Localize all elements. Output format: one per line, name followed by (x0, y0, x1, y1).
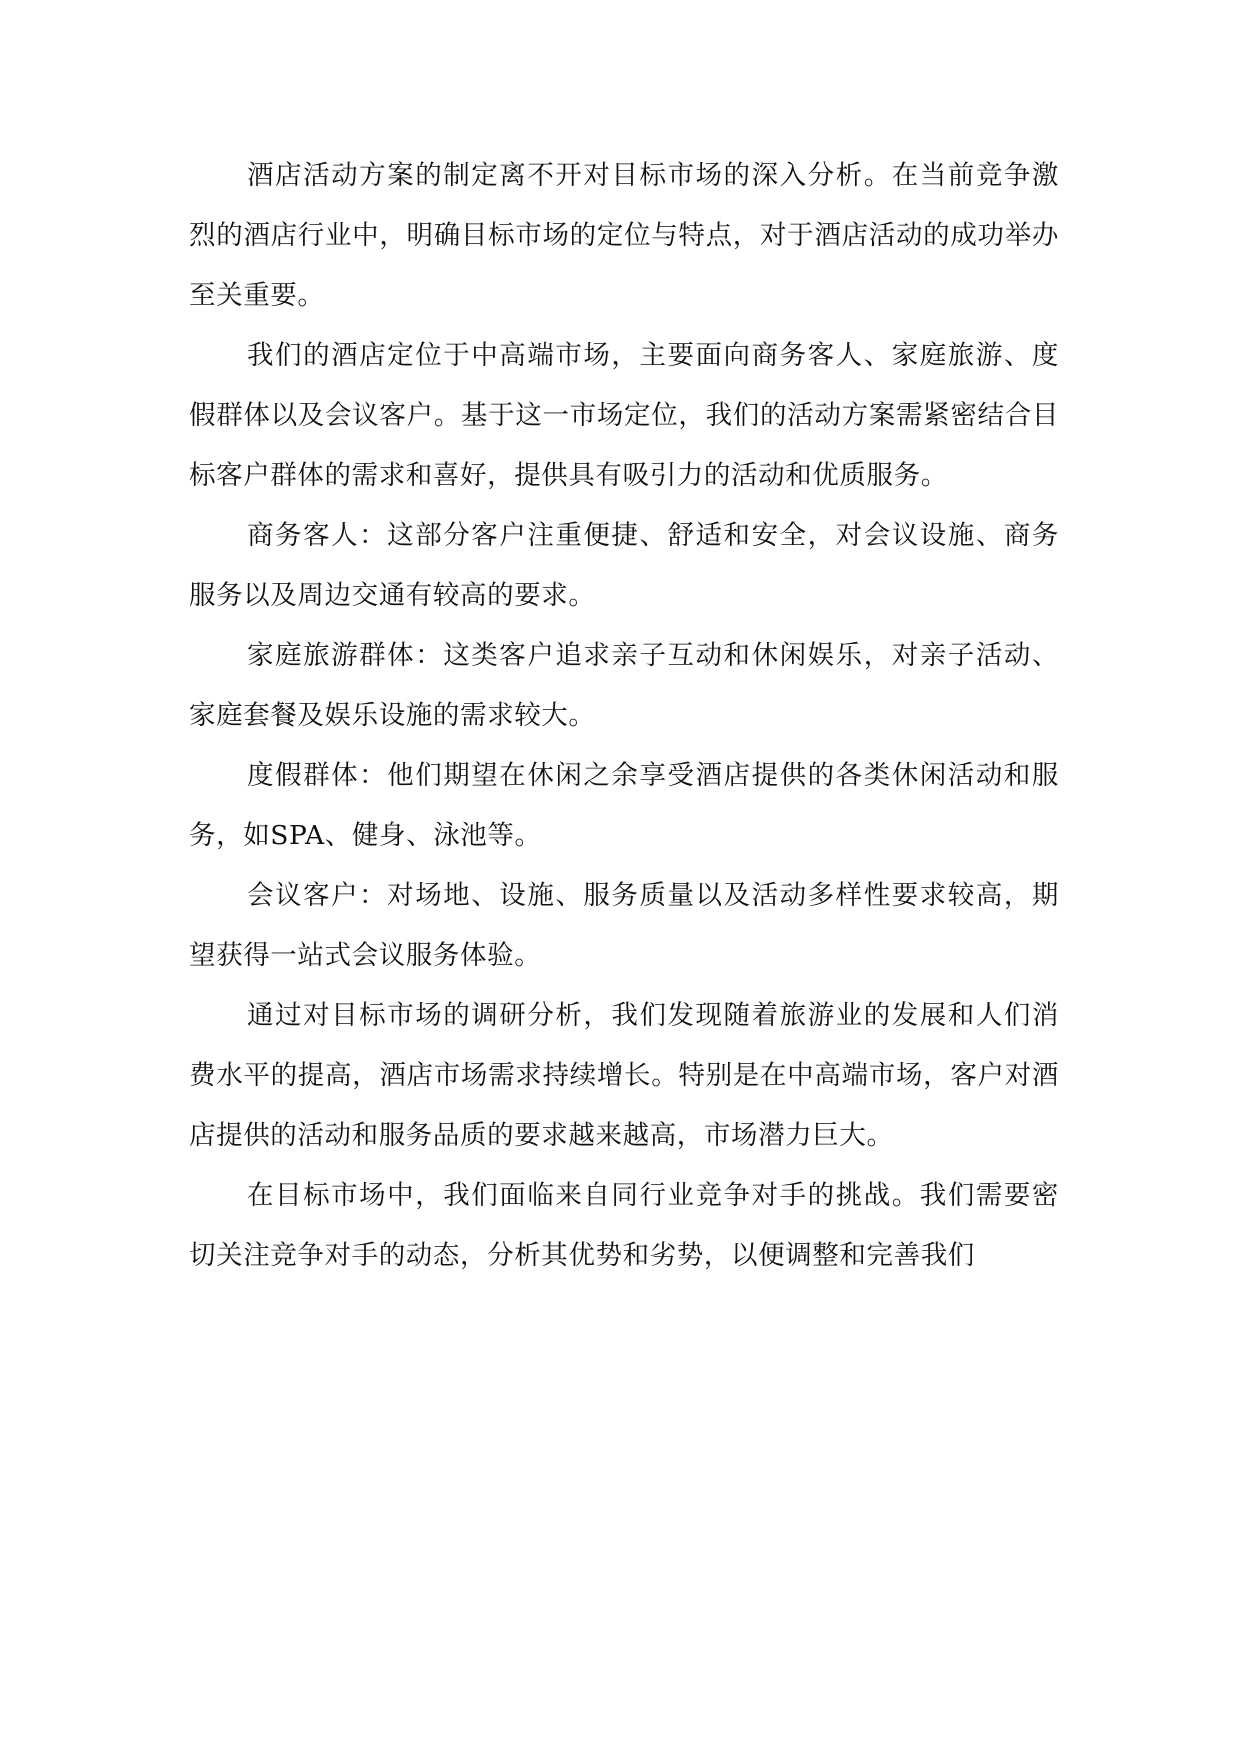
paragraph-market-positioning: 我们的酒店定位于中高端市场，主要面向商务客人、家庭旅游、度假群体以及会议客户。基于这一市场定位，我们的活动方案需紧密结合目标客户群体的需求和喜好，提供具有吸引力的活动和优质服务。 (189, 340, 1059, 491)
paragraph-family-travel: 家庭旅游群体：这类客户追求亲子互动和休闲娱乐，对亲子活动、家庭套餐及娱乐设施的需求较大。 (189, 640, 1059, 731)
paragraph-competition: 在目标市场中，我们面临来自同行业竞争对手的挑战。我们需要密切关注竞争对手的动态，分析其优势和劣势，以便调整和完善我们 (189, 1180, 1059, 1271)
paragraph-vacation-groups: 度假群体：他们期望在休闲之余享受酒店提供的各类休闲活动和服务，如SPA、健身、泳池等。 (189, 760, 1059, 851)
paragraph-intro: 酒店活动方案的制定离不开对目标市场的深入分析。在当前竞争激烈的酒店行业中，明确目标市场的定位与特点，对于酒店活动的成功举办至关重要。 (189, 160, 1059, 311)
paragraph-business-guests: 商务客人：这部分客户注重便捷、舒适和安全，对会议设施、商务服务以及周边交通有较高的要求。 (189, 520, 1059, 611)
document-body (189, 146, 1059, 1286)
paragraph-conference-clients: 会议客户：对场地、设施、服务质量以及活动多样性要求较高，期望获得一站式会议服务体验。 (189, 880, 1059, 971)
paragraph-market-research: 通过对目标市场的调研分析，我们发现随着旅游业的发展和人们消费水平的提高，酒店市场需求持续增长。特别是在中高端市场，客户对酒店提供的活动和服务品质的要求越来越高，市场潜力巨大。 (189, 1000, 1059, 1151)
